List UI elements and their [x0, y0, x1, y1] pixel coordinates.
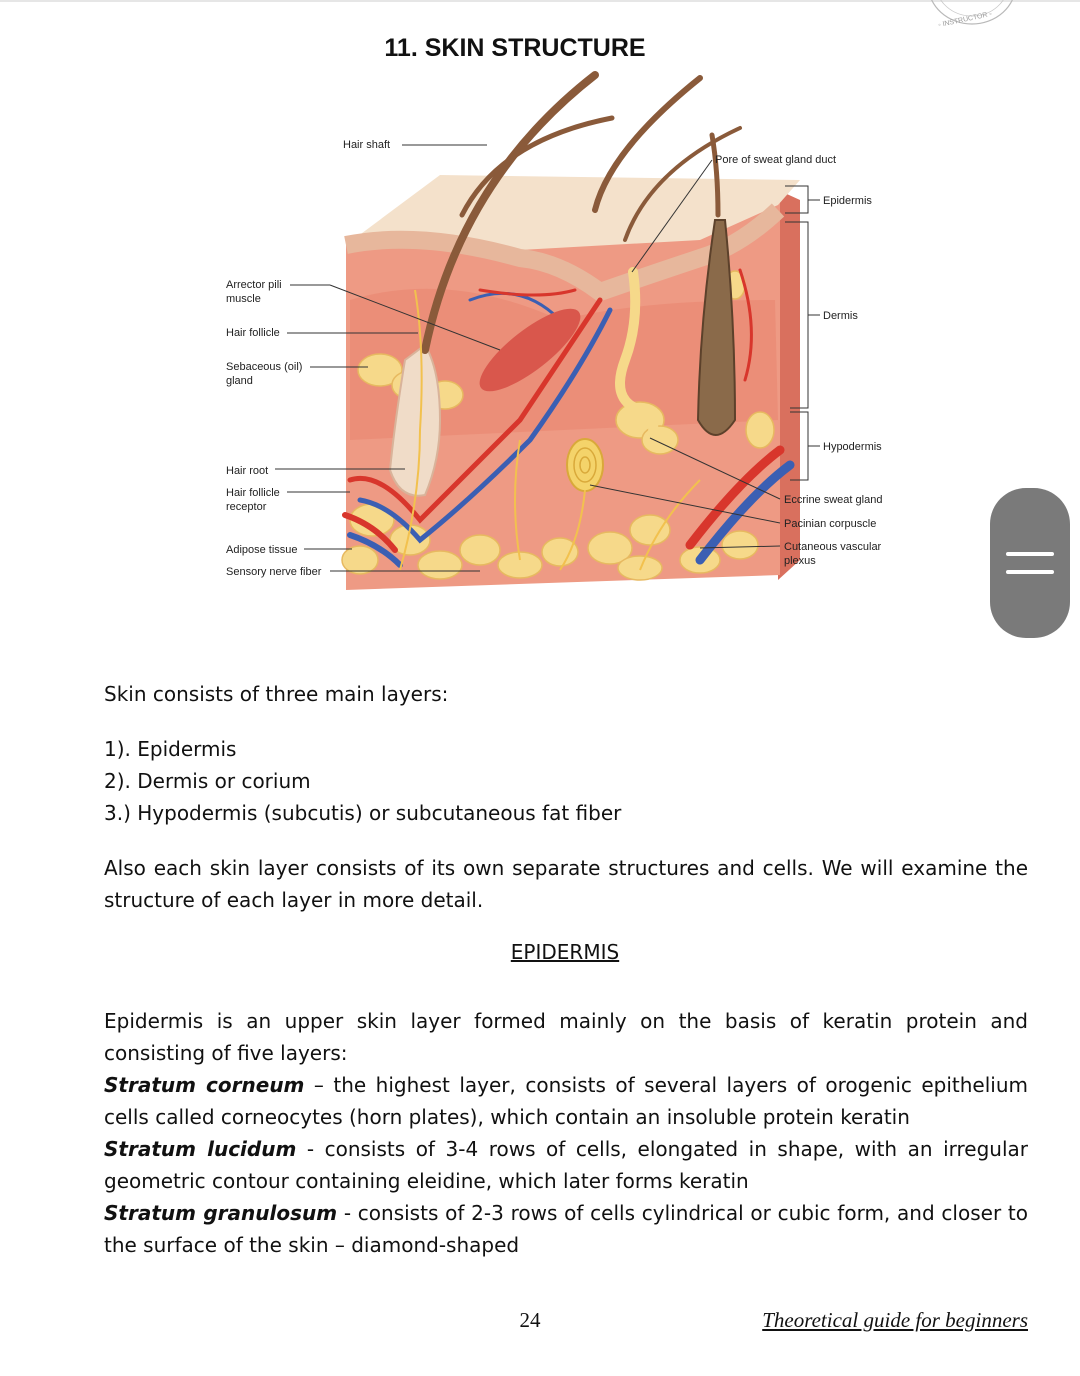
page-number: 24	[519, 1308, 541, 1332]
label-dermis: Dermis	[823, 310, 858, 322]
stratum-text: - consists of 2-3 rows of cells cylindrical or cubic form, and closer to the surface of the skin – diamond-shaped	[104, 1201, 1028, 1257]
label-hypodermis: Hypodermis	[823, 441, 882, 453]
stratum-text: – the highest layer, consists of several layers of orogenic epithelium cells called corneocytes (horn plates), which contain an insoluble protein keratin	[104, 1073, 1029, 1129]
label-epidermis: Epidermis	[823, 195, 872, 207]
epidermis-intro: Epidermis is an upper skin layer formed mainly on the basis of keratin protein and consisting of five layers:	[104, 1009, 1028, 1065]
list-item: 2). Dermis or corium	[104, 769, 311, 793]
stratum-item	[104, 1197, 1028, 1261]
page-title: 11. SKIN STRUCTURE	[384, 34, 646, 62]
label-hair-follicle-receptor: Hair follicle	[226, 487, 280, 499]
scroll-handle[interactable]	[990, 488, 1070, 638]
section-title-epidermis: EPIDERMIS	[510, 940, 620, 964]
label-cutaneous-vascular-plexus: Cutaneous vascular	[784, 541, 882, 553]
label-pacinian-corpuscle: Pacinian corpuscle	[784, 518, 877, 530]
label-arrector-pili: Arrector pili	[226, 279, 282, 291]
label-sebaceous-gland-2: gland	[226, 375, 253, 387]
stratum-term: Stratum granulosum	[104, 1201, 338, 1225]
also-paragraph: Also each skin layer consists of its own separate structures and cells. We will examine the structure of each layer in more detail.	[104, 856, 1028, 912]
skin-structure-diagram	[0, 0, 1080, 640]
label-pore-sweat-gland-duct: Pore of sweat gland duct	[715, 154, 837, 166]
label-hair-root: Hair root	[226, 465, 269, 477]
label-sensory-nerve-fiber: Sensory nerve fiber	[226, 566, 322, 578]
grip-line-icon	[1006, 552, 1054, 556]
stratum-item	[104, 1069, 1028, 1133]
epidermis-description	[104, 1005, 1028, 1261]
label-cutaneous-vascular-plexus-2: plexus	[784, 555, 816, 567]
pacinian-corpuscle	[567, 439, 603, 491]
svg-text:◦ INSTRUCTOR ◦: ◦ INSTRUCTOR ◦	[937, 10, 993, 30]
label-hair-follicle: Hair follicle	[226, 327, 280, 339]
label-hair-follicle-receptor-2: receptor	[226, 501, 267, 513]
label-arrector-pili-2: muscle	[226, 293, 261, 305]
label-eccrine-sweat-gland: Eccrine sweat gland	[784, 494, 883, 506]
layers-list	[104, 733, 1034, 829]
footer-guide-title: Theoretical guide for beginners	[762, 1308, 1028, 1332]
label-adipose-tissue: Adipose tissue	[226, 544, 298, 556]
list-item: 1). Epidermis	[104, 737, 237, 761]
stratum-term: Stratum lucidum	[104, 1137, 297, 1161]
list-item: 3.) Hypodermis (subcutis) or subcutaneous fat fiber	[104, 801, 622, 825]
stratum-item	[104, 1133, 1028, 1197]
label-sebaceous-gland: Sebaceous (oil)	[226, 361, 303, 373]
grip-line-icon	[1006, 570, 1054, 574]
intro-paragraph: Skin consists of three main layers:	[104, 682, 449, 706]
stratum-text: - consists of 3-4 rows of cells, elongated in shape, with an irregular geometric contour containing eleidine, which later forms keratin	[104, 1137, 1029, 1193]
stratum-term: Stratum corneum	[104, 1073, 305, 1097]
label-hair-shaft: Hair shaft	[343, 139, 391, 151]
